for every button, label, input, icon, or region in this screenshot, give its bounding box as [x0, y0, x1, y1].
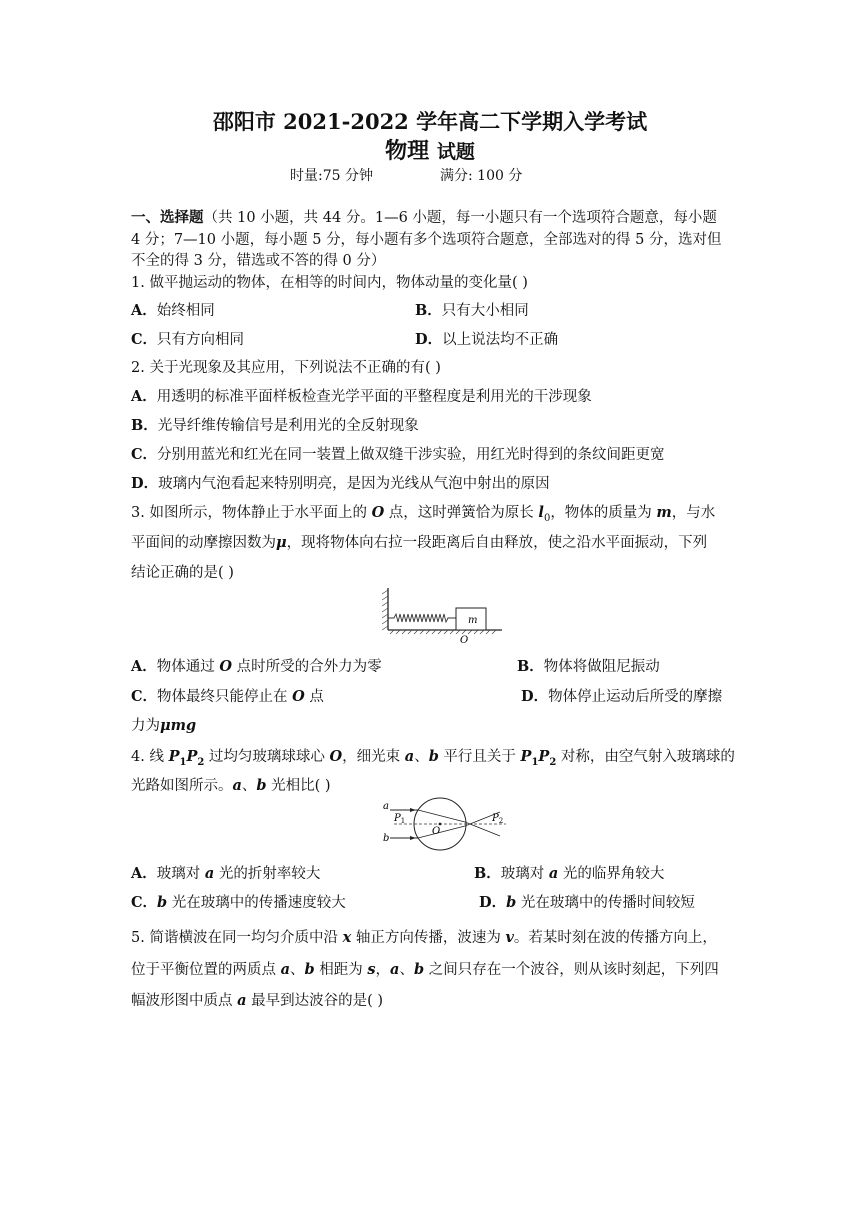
ray-b-label: b	[383, 833, 390, 844]
q3-option-b: B．物体将做阻尼振动	[517, 658, 660, 675]
spring-coil	[388, 614, 456, 622]
q3-option-a: A．物体通过 O 点时所受的合外力为零	[131, 658, 382, 675]
q3-option-c: C．物体最终只能停止在 O 点	[131, 688, 324, 705]
q1-option-b: B．只有大小相同	[415, 302, 529, 319]
q4-option-b: B．玻璃对 a 光的临界角较大	[474, 865, 665, 882]
ray-a-inside	[418, 810, 465, 822]
exam-subtitle	[0, 134, 860, 165]
section-instruction-line-2: 4 分；7—10 小题，每小题 5 分，每小题有多个选项符合题意，全部选对的得 5 分，选对但	[131, 232, 722, 248]
center-dot	[439, 823, 442, 826]
spring-block-figure	[380, 586, 505, 644]
block-mass-label: m	[468, 615, 478, 626]
question-1-stem: 1. 做平抛运动的物体，在相等的时间内，物体动量的变化量( )	[131, 275, 528, 291]
q1-option-d: D．以上说法均不正确	[415, 331, 559, 348]
q3-option-d-part-2: 力为μmg	[131, 717, 197, 734]
q3-option-d-part-1: D．物体停止运动后所受的摩擦	[521, 688, 723, 705]
subtitle-suffix: 试题	[436, 141, 475, 163]
ray-b-arrow	[410, 836, 416, 840]
exam-time: 时量:75 分钟	[290, 168, 373, 184]
question-5-stem-line-3: 幅波形图中质点 a 最早到达波谷的是( )	[131, 992, 384, 1009]
section-heading: 一、选择题	[131, 209, 204, 226]
q2-option-a: A．用透明的标准平面样板检查光学平面的平整程度是利用光的干涉现象	[131, 388, 592, 405]
q4-option-c: C．b 光在玻璃中的传播速度较大	[131, 894, 346, 911]
wall-hatching	[382, 590, 388, 630]
p1-label: $P_1$	[394, 813, 406, 825]
p2-label: $P_2$	[492, 813, 504, 825]
q1-option-a: A．始终相同	[131, 302, 215, 319]
ray-a-arrow	[410, 808, 416, 812]
section-instruction-line-1: 一、选择题（共 10 小题，共 44 分。1—6 小题，每一小题只有一个选项符合题意，每小题	[131, 209, 717, 226]
question-4-stem-line-1: 4. 线 $P_1P_2$ 过均匀玻璃球球心 O，细光束 a、b 平行且关于 $P_1P_2$ 对称，由空气射入玻璃球的	[131, 748, 735, 768]
subtitle-subject: 物理	[385, 138, 430, 164]
glass-sphere-figure	[380, 796, 515, 856]
section-instruction-line-3: 不全的得 3 分，错选或不答的得 0 分）	[131, 253, 386, 269]
q2-option-b: B．光导纤维传输信号是利用光的全反射现象	[131, 417, 419, 434]
question-5-stem-line-2: 位于平衡位置的两质点 a、b 相距为 s，a、b 之间只存在一个波谷，则从该时刻起，下列四	[131, 961, 719, 978]
q1-option-c: C．只有方向相同	[131, 331, 245, 348]
question-3-stem-line-1: 3. 如图所示，物体静止于水平面上的 O 点，这时弹簧恰为原长 $l_0$，物体的质量为 m，与水	[131, 504, 716, 524]
q4-option-d: D．b 光在玻璃中的传播时间较短	[479, 894, 695, 911]
q2-option-d: D．玻璃内气泡看起来特别明亮，是因为光线从气泡中射出的原因	[131, 475, 550, 492]
point-o-label: O	[460, 635, 469, 644]
question-3-stem-line-3: 结论正确的是( )	[131, 565, 234, 581]
q4-option-a: A．玻璃对 a 光的折射率较大	[131, 865, 321, 882]
center-o-label: O	[432, 826, 441, 837]
exam-title: 邵阳市 2021-2022 学年高二下学期入学考试	[212, 109, 648, 134]
question-4-stem-line-2: 光路如图所示。a、b 光相比( )	[131, 777, 331, 794]
question-2-stem: 2. 关于光现象及其应用，下列说法不正确的有( )	[131, 360, 441, 376]
exam-score: 满分: 100 分	[440, 168, 523, 184]
q2-option-c: C．分别用蓝光和红光在同一装置上做双缝干涉实验，用红光时得到的条纹间距更宽	[131, 446, 665, 463]
ray-b-inside	[418, 826, 465, 838]
question-5-stem-line-1: 5. 简谐横波在同一均匀介质中沿 x 轴正方向传播，波速为 v。若某时刻在波的传播方向上，	[131, 929, 717, 946]
question-3-stem-line-2: 平面间的动摩擦因数为μ，现将物体向右拉一段距离后自由释放，使之沿水平面振动，下列	[131, 534, 708, 551]
ray-a-label: a	[383, 801, 389, 812]
